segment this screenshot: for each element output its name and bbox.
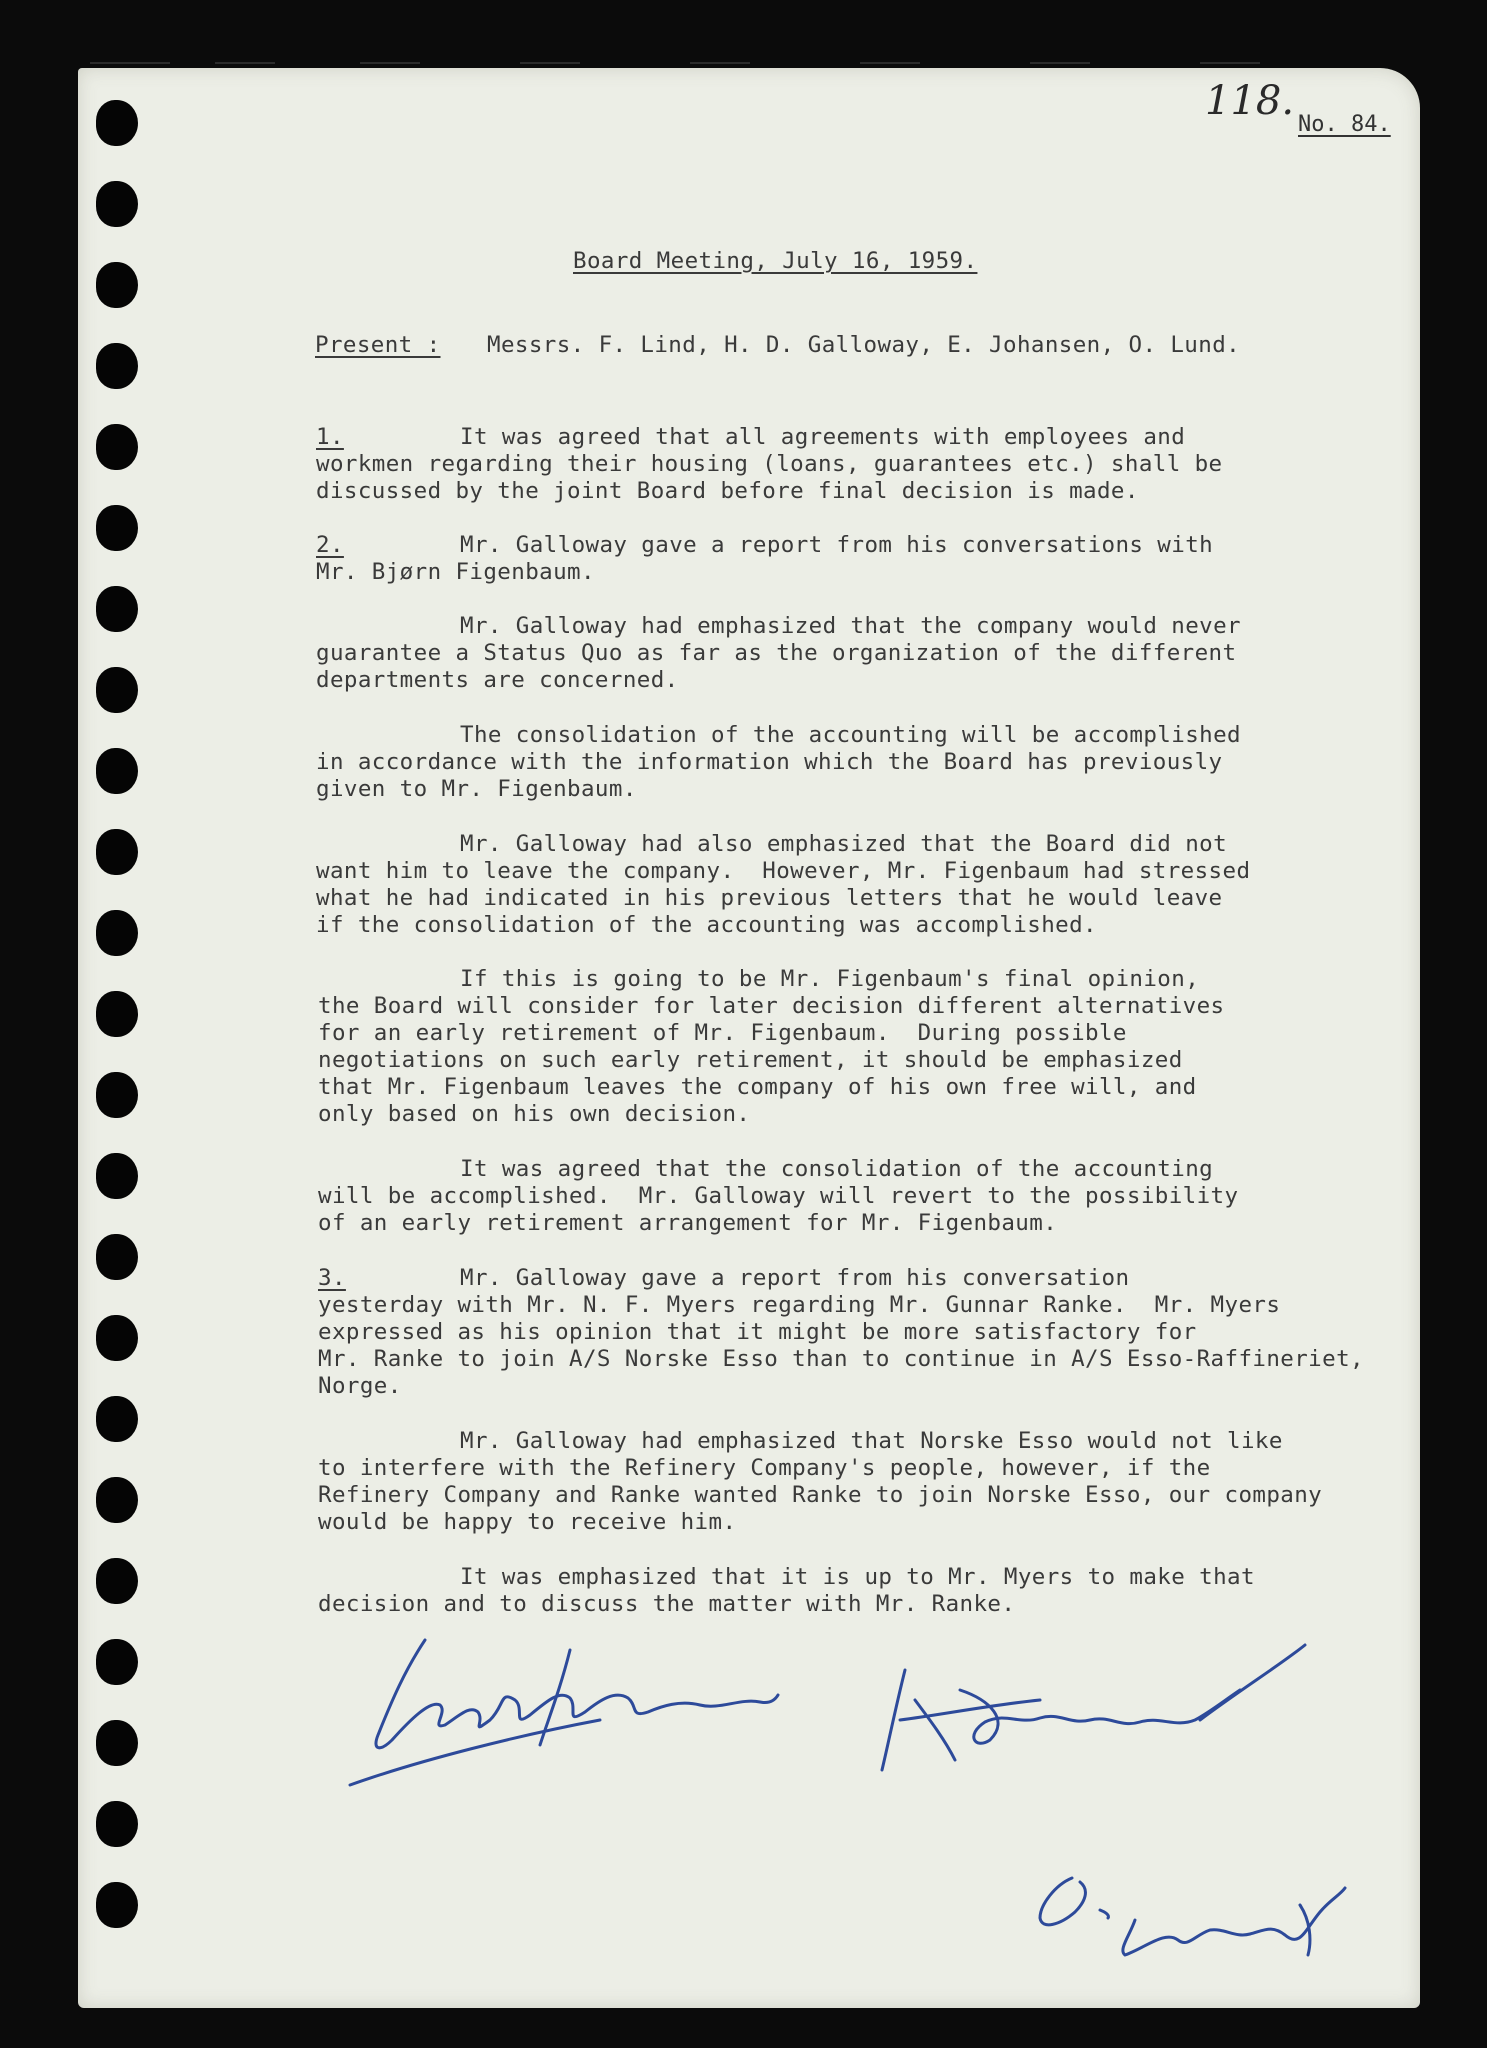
paragraph-line: It was emphasized that it is up to Mr. Myers to make that — [460, 1564, 1255, 1590]
paragraph-line: want him to leave the company. However, Mr. Figenbaum had stressed — [316, 858, 1251, 884]
paragraph-line: for an early retirement of Mr. Figenbaum. During possible — [318, 1020, 1127, 1046]
item-2-line-2: Mr. Bjørn Figenbaum. — [316, 559, 595, 585]
paragraph-line: that Mr. Figenbaum leaves the company of his own free will, and — [318, 1074, 1197, 1100]
signature-bottom — [1040, 1878, 1085, 1925]
paragraph-line: only based on his own decision. — [318, 1101, 751, 1127]
paragraph-line: if the consolidation of the accounting was accomplished. — [316, 912, 1097, 938]
paragraph-line: Mr. Galloway had emphasized that the company would never — [460, 613, 1241, 639]
document-number: No. 84. — [1298, 112, 1391, 137]
item-3-line-2: yesterday with Mr. N. F. Myers regarding Mr. Gunnar Ranke. Mr. Myers — [318, 1292, 1281, 1318]
paragraph-line: to interfere with the Refinery Company's people, however, if the — [318, 1455, 1211, 1481]
paragraph-line: will be accomplished. Mr. Galloway will revert to the possibility — [318, 1183, 1239, 1209]
item-number: 1. — [316, 424, 344, 450]
item-1-line-1: It was agreed that all agreements with employees and — [460, 424, 1186, 450]
paragraph-line: negotiations on such early retirement, it should be emphasized — [318, 1047, 1183, 1073]
paragraph-line: in accordance with the information which the Board has previously — [316, 749, 1223, 775]
paragraph-line: decision and to discuss the matter with Mr. Ranke. — [318, 1591, 1016, 1617]
paragraph-line: of an early retirement arrangement for Mr. Figenbaum. — [318, 1210, 1058, 1236]
item-3-line-3: expressed as his opinion that it might be more satisfactory for — [318, 1319, 1197, 1345]
paragraph-line: given to Mr. Figenbaum. — [316, 776, 637, 802]
paragraph-line: the Board will consider for later decision different alternatives — [318, 993, 1225, 1019]
paragraph-line: Mr. Galloway had emphasized that Norske Esso would not like — [460, 1428, 1283, 1454]
meeting-heading: Board Meeting, July 16, 1959. — [573, 248, 978, 274]
item-1-line-2: workmen regarding their housing (loans, guarantees etc.) shall be — [316, 451, 1223, 477]
paragraph-line: Refinery Company and Ranke wanted Ranke to join Norske Esso, our company — [318, 1482, 1323, 1508]
signature-left — [376, 1640, 778, 1748]
item-number: 3. — [318, 1265, 346, 1291]
paragraph-line: guarantee a Status Quo as far as the organization of the different — [316, 640, 1237, 666]
item-3-line-5: Norge. — [318, 1373, 402, 1399]
paragraph-line: Mr. Galloway had also emphasized that the Board did not — [460, 831, 1228, 857]
item-3-line-1: Mr. Galloway gave a report from his conversation — [460, 1265, 1130, 1291]
paragraph-line: departments are concerned. — [316, 667, 679, 693]
paragraph-line: If this is going to be Mr. Figenbaum's final opinion, — [460, 966, 1200, 992]
item-number: 2. — [316, 532, 344, 558]
paragraph-line: what he had indicated in his previous letters that he would leave — [316, 885, 1223, 911]
item-3-line-4: Mr. Ranke to join A/S Norske Esso than to continue in A/S Esso-Raffineriet, — [318, 1346, 1364, 1372]
present-names: Messrs. F. Lind, H. D. Galloway, E. Johansen, O. Lund. — [487, 332, 1241, 358]
item-1-line-3: discussed by the joint Board before final decision is made. — [316, 478, 1139, 504]
paragraph-line: would be happy to receive him. — [318, 1509, 737, 1535]
present-label: Present : — [315, 332, 441, 358]
paragraph-line: The consolidation of the accounting will be accomplished — [460, 722, 1241, 748]
paragraph-line: It was agreed that the consolidation of the accounting — [460, 1156, 1214, 1182]
item-2-line-1: Mr. Galloway gave a report from his conversations with — [460, 532, 1214, 558]
handwritten-page-number: 118. — [1205, 78, 1295, 124]
